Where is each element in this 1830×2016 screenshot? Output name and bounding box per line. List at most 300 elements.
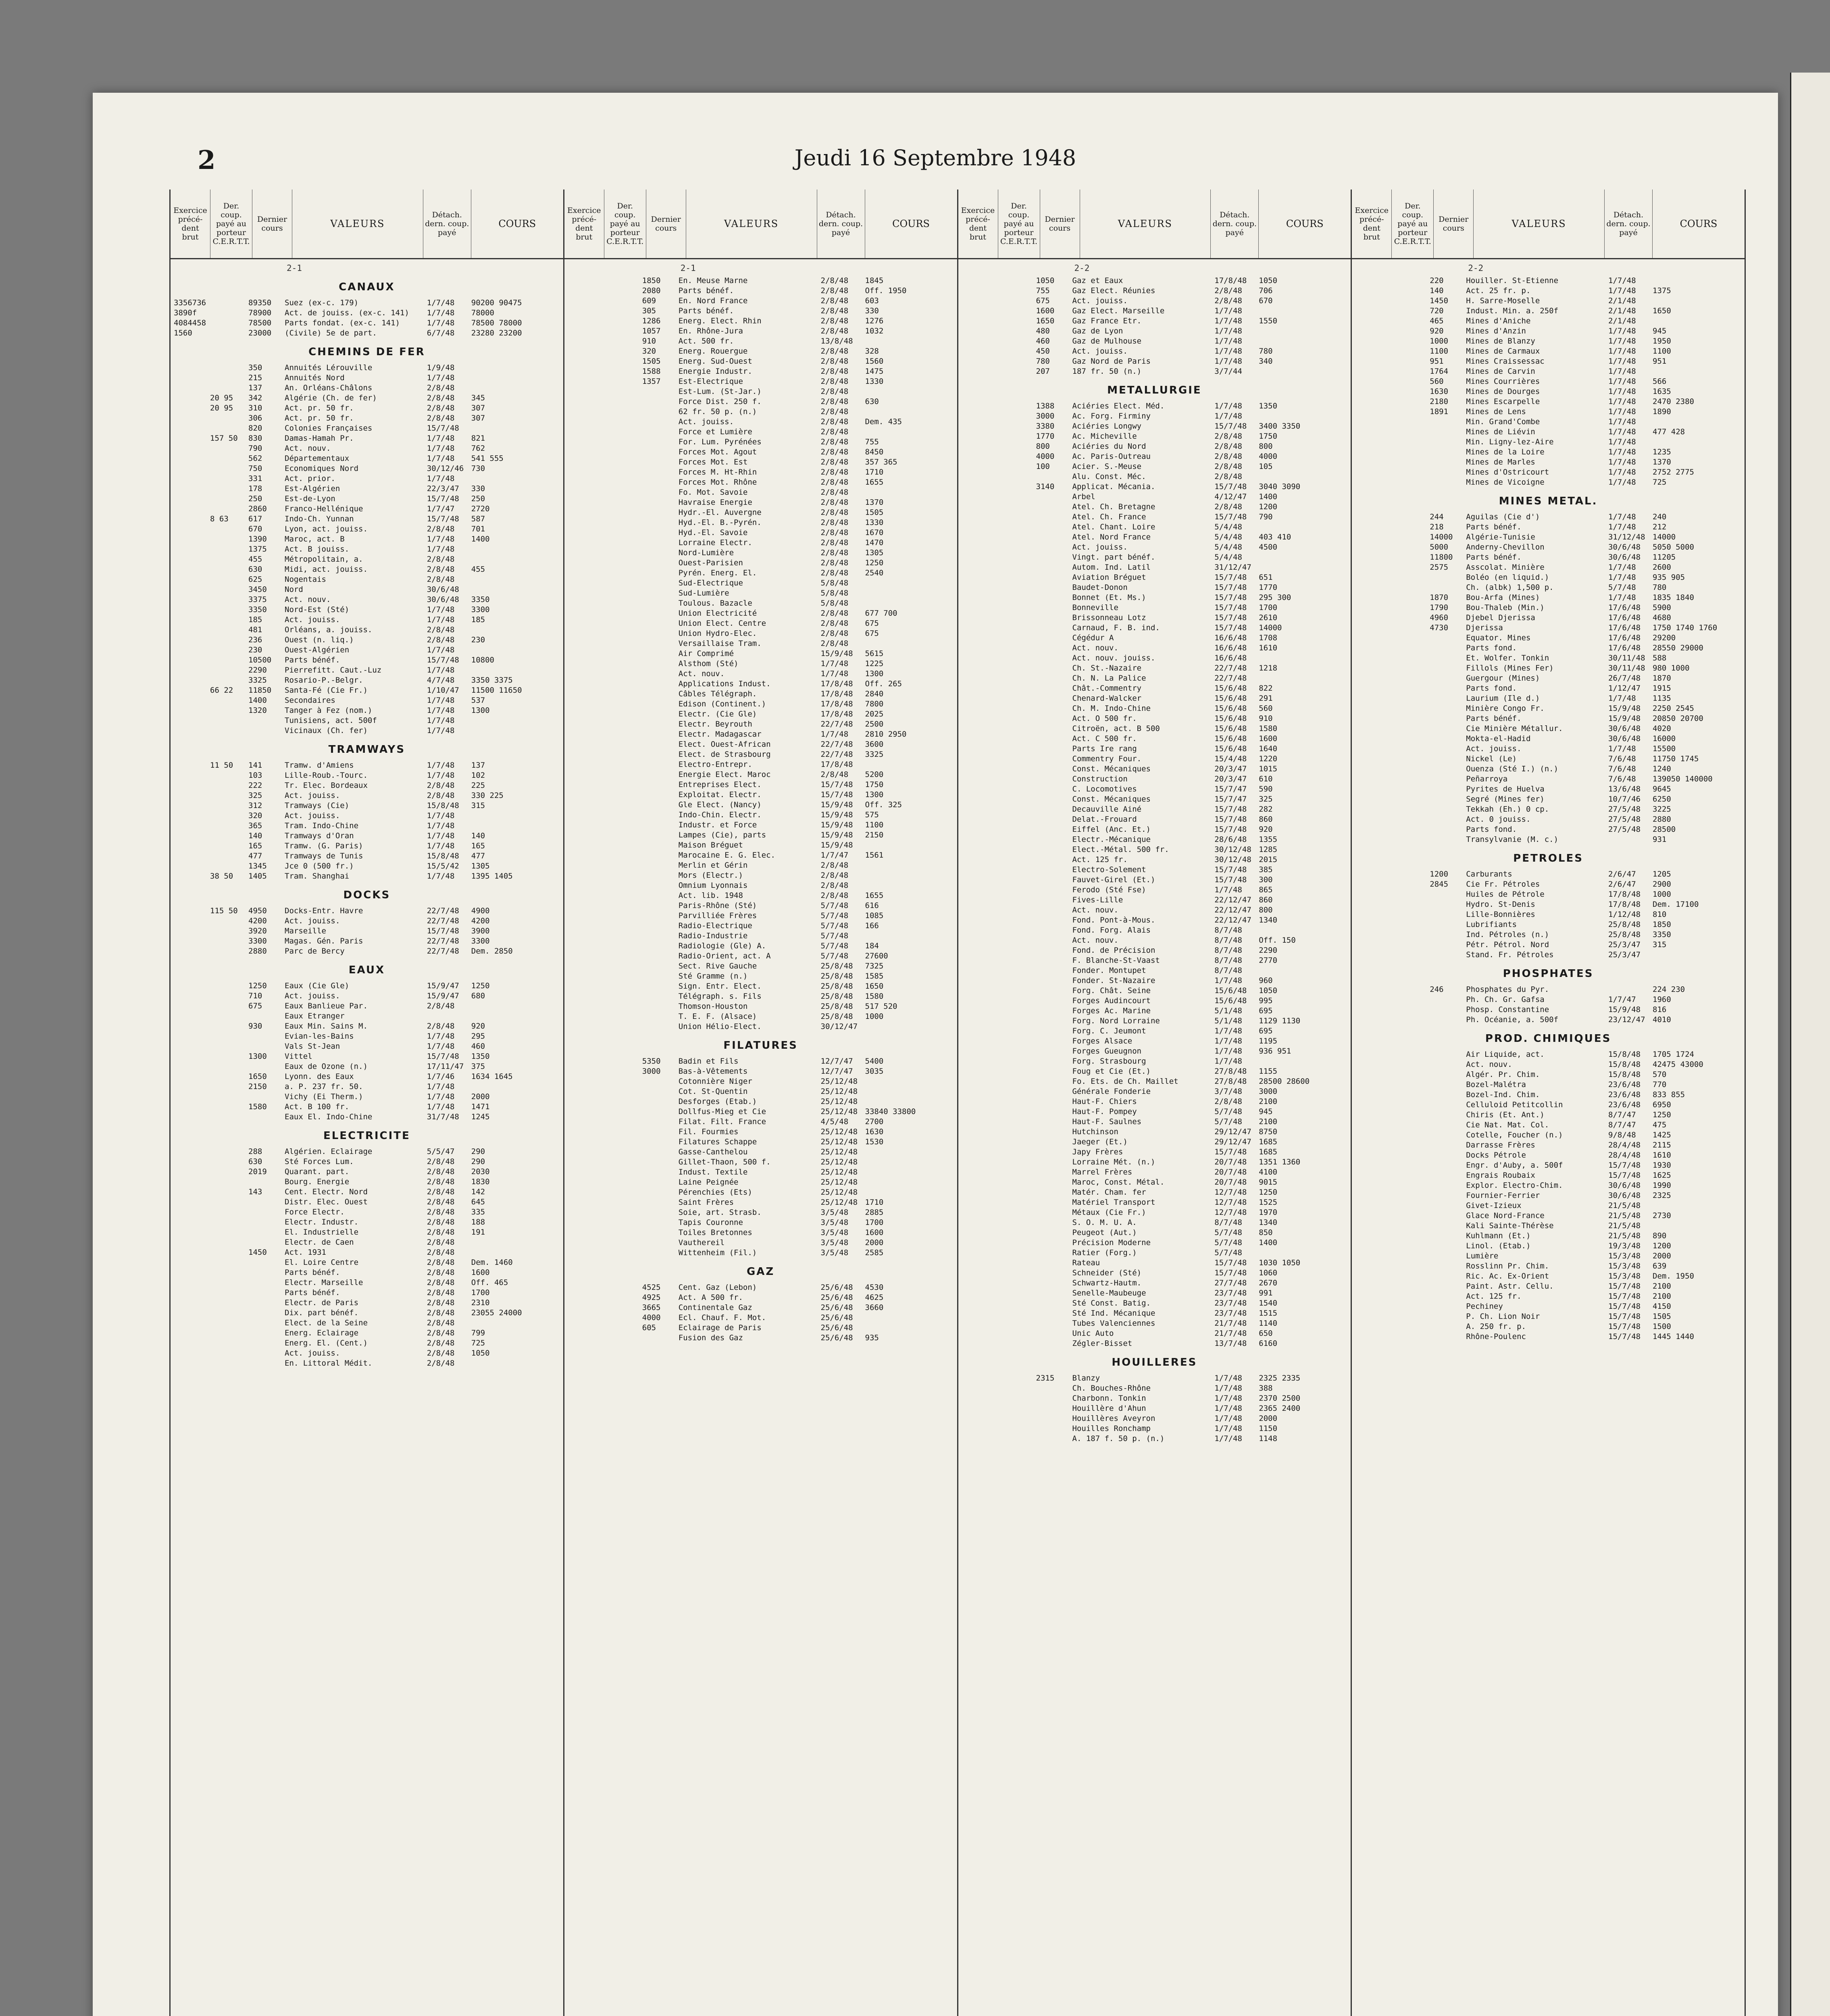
quote-cell: Act. jouiss. <box>285 991 340 1000</box>
quote-cell: 4/5/48 <box>820 1117 849 1126</box>
quote-cell: Act. 25 fr. p. <box>1466 286 1531 295</box>
quote-cell: 15/9/48 <box>820 831 853 839</box>
quote-cell <box>174 534 210 544</box>
segment-label: 2-1 <box>287 263 302 273</box>
quote-cell <box>1430 1251 1466 1261</box>
quote-cell <box>962 552 998 562</box>
quote-cell: 28/6/48 <box>1214 835 1247 844</box>
quote-cell <box>174 575 210 585</box>
quote-cell: Union Hélio-Elect. <box>678 1022 762 1031</box>
quote-cell <box>1036 976 1072 986</box>
quote-cell <box>642 850 679 860</box>
quote-cell <box>998 1006 1036 1016</box>
quote-cell: 2500 <box>865 720 884 729</box>
quote-row <box>174 544 560 554</box>
quote-cell: 780 <box>1653 583 1667 592</box>
quote-row <box>1355 1322 1741 1332</box>
quote-cell <box>1036 593 1072 603</box>
quote-cell: 320 <box>248 811 262 820</box>
quote-cell: 1/7/48 <box>1608 427 1636 436</box>
quote-cell: 3300 <box>471 937 490 946</box>
quote-cell: 3/5/48 <box>820 1228 849 1237</box>
quote-cell <box>865 871 954 881</box>
quote-cell: 2720 <box>471 504 490 513</box>
quote-cell <box>1430 910 1466 920</box>
quote-cell: 15/7/48 <box>1214 613 1247 622</box>
quote-cell: 23/7/48 <box>1214 1309 1247 1318</box>
quote-cell <box>604 780 642 790</box>
quote-cell: 1/7/48 <box>1608 347 1636 356</box>
quote-column <box>957 190 1351 2016</box>
quote-cell: 28550 29000 <box>1653 644 1703 652</box>
quote-row <box>1355 900 1741 910</box>
quote-cell: Fil. Fourmies <box>678 1127 739 1136</box>
quote-cell <box>1391 613 1430 623</box>
quote-cell <box>1391 1271 1430 1281</box>
quote-cell: 15/7/48 <box>1214 815 1247 824</box>
quote-row <box>568 498 954 508</box>
quote-cell: Citroën, act. B 500 <box>1072 724 1160 733</box>
quote-cell <box>568 1208 604 1218</box>
quote-cell: Houillères Aveyron <box>1072 1414 1155 1423</box>
quote-cell <box>642 528 679 538</box>
quote-cell <box>471 423 560 433</box>
quote-cell: 30/6/48 <box>1608 1191 1641 1200</box>
quote-cell: 21/5/48 <box>1608 1221 1641 1230</box>
quote-cell: Ind. Pétroles (n.) <box>1466 930 1549 939</box>
quote-cell <box>962 482 998 492</box>
quote-cell: Ouest-Parisien <box>678 558 743 567</box>
quote-cell <box>248 1328 285 1338</box>
quote-cell: 780 <box>1259 347 1273 356</box>
quote-cell: Lyonn. des Eaux <box>285 1072 354 1081</box>
quote-cell <box>1355 1241 1391 1251</box>
quote-cell <box>210 605 248 615</box>
quote-cell <box>1355 306 1391 316</box>
quote-cell: 1/7/48 <box>427 474 455 483</box>
quote-cell: 1/7/48 <box>427 298 455 307</box>
quote-cell <box>1391 346 1430 356</box>
quote-row <box>962 1087 1348 1097</box>
quote-cell: 5/7/48 <box>820 952 849 960</box>
quote-cell: Parts fond. <box>1466 684 1517 693</box>
quote-cell: 4/12/47 <box>1214 492 1247 501</box>
quote-cell <box>1036 724 1072 734</box>
quote-cell: Electr. Beyrouth <box>678 720 752 729</box>
quote-row <box>568 1167 954 1177</box>
quote-cell: 675 <box>865 619 879 628</box>
quote-cell: 29/12/47 <box>1214 1137 1251 1146</box>
quote-cell <box>998 956 1036 966</box>
quote-cell: 3140 <box>1036 482 1055 491</box>
quote-cell: 15/6/48 <box>1214 744 1247 753</box>
quote-cell: Haut-F. Pompey <box>1072 1107 1137 1116</box>
quote-cell: 1540 <box>1259 1299 1278 1308</box>
section-title: METALLURGIE <box>1107 384 1202 396</box>
quote-cell <box>174 706 210 716</box>
quote-row <box>174 716 560 726</box>
quote-row <box>568 850 954 860</box>
quote-cell <box>1355 1140 1391 1150</box>
quote-cell: 15/9/48 <box>820 649 853 658</box>
quote-row <box>568 709 954 719</box>
quote-cell: 307 <box>471 404 485 412</box>
quote-cell: Energie Industr. <box>678 367 752 376</box>
quote-cell <box>568 659 604 669</box>
quote-cell: 8/7/48 <box>1214 926 1242 935</box>
quote-row <box>568 336 954 346</box>
quote-cell: 375 <box>471 1062 485 1071</box>
quote-cell: 677 700 <box>865 609 897 618</box>
quote-cell: 2100 <box>1259 1097 1278 1106</box>
quote-cell: 1320 <box>248 706 267 715</box>
quote-cell <box>1036 552 1072 562</box>
quote-row <box>568 991 954 1002</box>
quote-cell: Act. jouiss. <box>1072 296 1128 305</box>
quote-cell: 13/8/48 <box>820 337 853 346</box>
quote-row <box>174 318 560 328</box>
quote-cell <box>174 645 210 655</box>
quote-cell: Asscolat. Minière <box>1466 563 1545 572</box>
quote-cell <box>210 1227 248 1237</box>
quote-cell: 27/8/48 <box>1214 1077 1247 1086</box>
quote-cell <box>1430 754 1466 764</box>
quote-cell <box>1391 286 1430 296</box>
quote-row <box>568 961 954 971</box>
quote-cell <box>1430 950 1466 960</box>
quote-row <box>568 619 954 629</box>
quote-cell <box>1355 1231 1391 1241</box>
quote-cell: 27/5/48 <box>1608 825 1641 834</box>
quote-cell <box>568 629 604 639</box>
quote-row <box>1355 1191 1741 1201</box>
quote-cell <box>174 433 210 444</box>
quote-cell <box>865 860 954 871</box>
quote-cell: 11205 <box>1653 553 1676 562</box>
quote-cell: 2/8/48 <box>820 407 849 416</box>
quote-cell <box>1036 1127 1072 1137</box>
quote-cell: 207 <box>1036 367 1050 376</box>
quote-cell: Act. jouiss. <box>285 916 340 925</box>
quote-cell <box>1036 1434 1072 1444</box>
quote-cell: Engr. d'Auby, a. 500f <box>1466 1161 1563 1170</box>
quote-cell <box>1391 1090 1430 1100</box>
quote-cell <box>998 431 1036 442</box>
quote-cell: 5/7/48 <box>820 931 849 940</box>
quote-row <box>174 585 560 595</box>
quote-cell <box>604 528 642 538</box>
quote-row <box>174 444 560 454</box>
quote-cell: 335 <box>471 1208 485 1216</box>
quote-row <box>1355 1251 1741 1261</box>
quote-cell: 5050 5000 <box>1653 543 1694 552</box>
quote-cell <box>962 724 998 734</box>
quote-cell <box>1036 1424 1072 1434</box>
quote-cell: 860 <box>1259 896 1273 904</box>
quote-row <box>962 613 1348 623</box>
quote-cell <box>962 573 998 583</box>
quote-cell: 15/7/48 <box>427 514 459 523</box>
quote-cell: Electr. de Paris <box>285 1298 359 1307</box>
quote-cell <box>568 1313 604 1323</box>
quote-cell <box>1391 794 1430 804</box>
quote-cell: 8/7/48 <box>1214 956 1242 965</box>
quote-cell <box>1430 437 1466 447</box>
quote-cell <box>1036 1016 1072 1026</box>
quote-row <box>174 1187 560 1197</box>
quote-cell <box>568 760 604 770</box>
quote-cell <box>642 457 679 467</box>
quote-cell <box>1391 1322 1430 1332</box>
quote-cell: 3/5/48 <box>820 1208 849 1217</box>
quote-cell: Forg. Strasbourg <box>1072 1057 1146 1066</box>
quote-cell: 1450 <box>1430 296 1449 305</box>
quote-cell: 1/12/47 <box>1608 684 1641 693</box>
quote-row <box>174 861 560 871</box>
quote-cell: 28/4/48 <box>1608 1141 1641 1150</box>
quote-cell <box>471 474 560 484</box>
quote-cell <box>1036 542 1072 552</box>
quote-cell <box>210 1092 248 1102</box>
quote-row <box>568 407 954 417</box>
quote-cell: 22/7/48 <box>1214 674 1247 683</box>
quote-cell: 1400 <box>1259 492 1278 501</box>
quote-cell: 1/7/48 <box>1214 1047 1242 1056</box>
quote-cell: 14000 <box>1430 533 1453 541</box>
quote-cell <box>1391 1100 1430 1110</box>
quote-cell: 860 <box>1259 815 1273 824</box>
quote-cell: 1250 <box>471 981 490 990</box>
quote-cell: Parts fond. <box>1466 644 1517 652</box>
quote-cell <box>1430 1291 1466 1302</box>
quote-cell <box>962 593 998 603</box>
quote-cell: 16000 <box>1653 734 1676 743</box>
quote-cell: 2/8/48 <box>427 1278 455 1287</box>
quote-cell <box>1259 306 1347 316</box>
quote-cell: Baudet-Donon <box>1072 583 1128 592</box>
quote-cell: 3/5/48 <box>820 1248 849 1257</box>
quote-cell: 4200 <box>471 916 490 925</box>
quote-row <box>174 1177 560 1187</box>
quote-cell: Transylvanie (M. c.) <box>1466 835 1559 844</box>
quote-cell: Parts bénéf. <box>1466 553 1522 562</box>
quote-cell: 1970 <box>1259 1208 1278 1217</box>
quote-cell: Foug et Cie (Et.) <box>1072 1067 1151 1076</box>
quote-cell <box>210 1288 248 1298</box>
quote-cell <box>210 781 248 791</box>
quote-cell <box>210 981 248 991</box>
quote-cell <box>604 881 642 891</box>
quote-row <box>962 462 1348 472</box>
quote-cell: 4960 <box>1430 613 1449 622</box>
quote-cell <box>1430 920 1466 930</box>
quote-cell <box>568 830 604 840</box>
quote-cell: 2/8/48 <box>820 508 849 517</box>
quote-row <box>568 467 954 477</box>
quote-cell: 15/7/48 <box>1214 482 1247 491</box>
quote-cell: 2/8/48 <box>820 538 849 547</box>
quote-cell: 4000 <box>642 1313 661 1322</box>
quote-cell <box>642 961 679 971</box>
quote-cell <box>1355 663 1391 673</box>
quote-cell <box>1036 663 1072 673</box>
quote-cell <box>248 1031 285 1041</box>
quote-row <box>568 971 954 981</box>
quote-cell <box>471 1318 560 1328</box>
quote-cell: Marrel Frères <box>1072 1168 1133 1177</box>
quote-cell: 2880 <box>1653 815 1671 824</box>
quote-cell <box>1355 1281 1391 1291</box>
quote-cell: 25/8/48 <box>1608 930 1641 939</box>
quote-cell <box>962 583 998 593</box>
quote-cell: 3920 <box>248 927 267 935</box>
quote-cell <box>1355 573 1391 583</box>
quote-cell: 30/11/48 <box>1608 664 1645 673</box>
quote-cell <box>962 316 998 326</box>
quote-cell: Act. jouiss. <box>1072 543 1128 552</box>
quote-cell: Est-Electrique <box>678 377 743 386</box>
quote-row <box>568 1107 954 1117</box>
quote-cell: 320 <box>642 347 656 356</box>
quote-cell <box>604 367 642 377</box>
quote-cell <box>568 1117 604 1127</box>
quote-cell: Tanger à Fez (nom.) <box>285 706 373 715</box>
quote-cell: 1500 <box>1653 1322 1671 1331</box>
quote-cell <box>642 729 679 739</box>
quote-cell: Parts bénéf. <box>285 1288 340 1297</box>
quote-cell: 2/8/48 <box>427 1218 455 1227</box>
quote-cell <box>1355 879 1391 889</box>
quote-row <box>1355 643 1741 653</box>
quote-cell <box>174 1258 210 1268</box>
quote-cell <box>568 558 604 568</box>
quote-cell <box>1355 1211 1391 1221</box>
quote-cell: Radio-Orient, act. A <box>678 952 771 960</box>
quote-cell <box>1036 694 1072 704</box>
quote-cell <box>1430 457 1466 467</box>
quote-cell: 25/6/48 <box>820 1293 853 1302</box>
quote-cell: 1050 <box>1259 276 1278 285</box>
quote-row <box>1355 1160 1741 1170</box>
quote-cell <box>962 1177 998 1187</box>
quote-cell <box>604 1167 642 1177</box>
quote-cell: 1625 <box>1653 1171 1671 1180</box>
quote-cell <box>1355 512 1391 522</box>
quote-cell: 4900 <box>471 906 490 915</box>
quote-cell: 5/5/47 <box>427 1147 455 1156</box>
quote-row <box>1355 1110 1741 1120</box>
quote-cell: Const. Mécaniques <box>1072 795 1151 804</box>
quote-cell <box>642 871 679 881</box>
quote-cell: 2/8/48 <box>820 861 849 870</box>
quote-cell: 1588 <box>642 367 661 376</box>
quote-row <box>568 508 954 518</box>
quote-cell <box>568 1077 604 1087</box>
quote-cell <box>642 518 679 528</box>
quote-cell: 2030 <box>471 1167 490 1176</box>
quote-cell <box>568 1248 604 1258</box>
quote-cell: Vingt. part bénéf. <box>1072 553 1155 562</box>
quote-cell: Ferodo (Sté Fse) <box>1072 885 1146 894</box>
quote-cell: 2325 <box>1653 1191 1671 1200</box>
quote-cell: 20 95 <box>210 404 233 412</box>
quote-cell: Fonder. Montupet <box>1072 966 1146 975</box>
quote-cell <box>568 1187 604 1198</box>
quote-cell: Hydro. St-Denis <box>1466 900 1535 909</box>
quote-cell <box>865 1022 954 1032</box>
quote-row <box>962 1414 1348 1424</box>
quote-cell <box>1036 714 1072 724</box>
quote-cell: 460 <box>1036 337 1050 346</box>
quote-cell <box>568 508 604 518</box>
quote-cell <box>962 825 998 835</box>
quote-cell: 1685 <box>1259 1137 1278 1146</box>
quote-cell: 12/7/47 <box>820 1067 853 1076</box>
quote-cell <box>962 346 998 356</box>
quote-cell: 9/8/48 <box>1608 1131 1636 1139</box>
quote-cell: 810 <box>1653 910 1667 919</box>
quote-cell <box>998 1107 1036 1117</box>
quote-row <box>962 643 1348 653</box>
quote-cell: 1710 <box>865 1198 884 1207</box>
quote-cell: 1/7/48 <box>427 646 455 654</box>
quote-cell <box>1355 522 1391 532</box>
quote-row <box>174 433 560 444</box>
quote-cell: 695 <box>1259 1027 1273 1035</box>
quote-row <box>962 296 1348 306</box>
quote-cell <box>865 1167 954 1177</box>
quote-cell: 605 <box>642 1323 656 1332</box>
quote-cell <box>1355 835 1391 845</box>
quote-cell <box>604 1066 642 1077</box>
quote-row <box>962 714 1348 724</box>
quote-cell <box>998 1016 1036 1026</box>
quote-row <box>568 699 954 709</box>
quote-cell: Act. O 500 fr. <box>1072 714 1137 723</box>
quote-cell: 830 <box>248 434 262 443</box>
quote-row <box>1355 1090 1741 1100</box>
quote-cell: 22/12/47 <box>1214 916 1251 925</box>
quote-cell <box>962 1248 998 1258</box>
quote-cell: 22/7/48 <box>427 906 459 915</box>
quote-cell: 2/8/48 <box>820 367 849 376</box>
quote-row <box>174 946 560 956</box>
quote-cell: 630 <box>248 1157 262 1166</box>
quote-cell <box>642 750 679 760</box>
quote-cell <box>1391 673 1430 683</box>
quote-cell <box>1036 623 1072 633</box>
quote-cell <box>568 860 604 871</box>
quote-cell: 295 <box>471 1032 485 1041</box>
quote-cell <box>1355 583 1391 593</box>
quote-cell <box>604 588 642 598</box>
quote-cell <box>1036 1167 1072 1177</box>
quote-cell: 1505 <box>865 508 884 517</box>
quote-cell <box>1036 935 1072 946</box>
quote-cell: 15/6/48 <box>1214 724 1247 733</box>
quote-cell <box>962 895 998 905</box>
quote-cell: Merlin et Gérin <box>678 861 748 870</box>
quote-cell: 2/6/47 <box>1608 880 1636 889</box>
quote-cell: 1750 1740 1760 <box>1653 623 1718 632</box>
quote-cell: 25/8/48 <box>820 1002 853 1011</box>
quote-row <box>1355 276 1741 286</box>
quote-cell <box>1430 467 1466 477</box>
quote-cell <box>998 694 1036 704</box>
quote-cell <box>642 820 679 830</box>
quote-row <box>174 484 560 494</box>
quote-cell <box>1653 367 1741 377</box>
